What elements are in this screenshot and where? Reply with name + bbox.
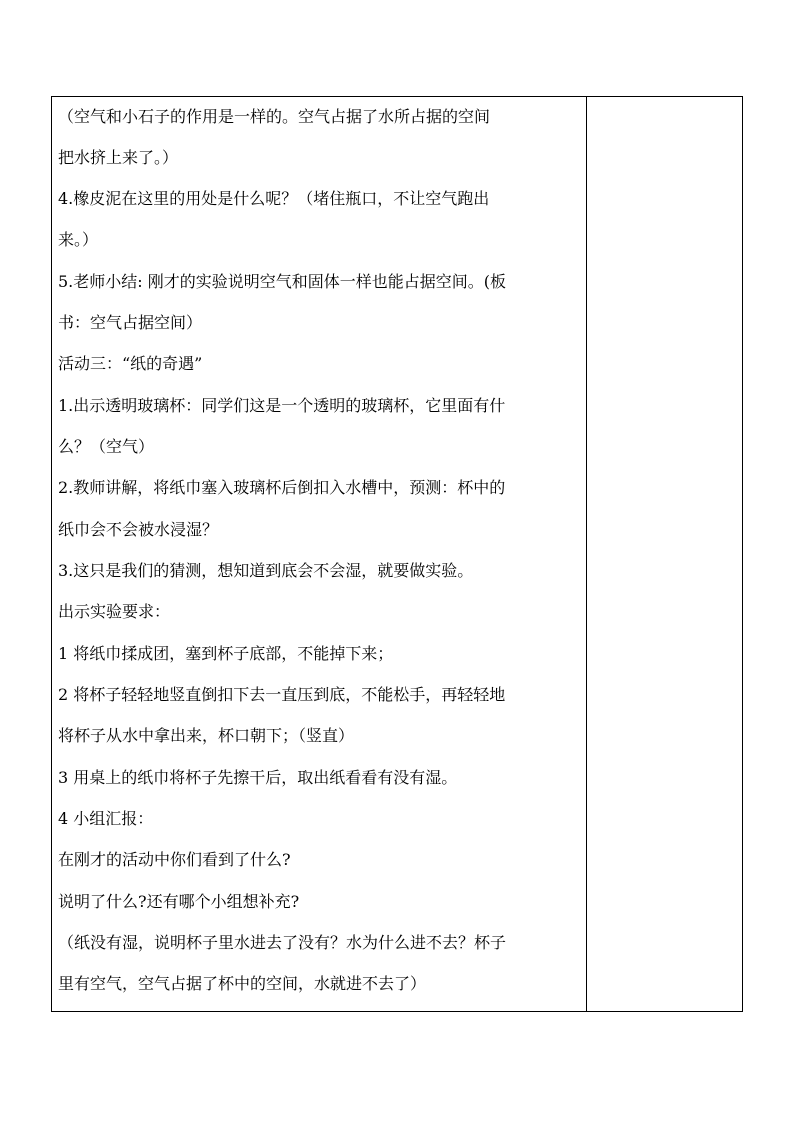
text-line: 3.这只是我们的猜测，想知道到底会不会湿，就要做实验。	[58, 561, 474, 580]
text-line: 说明了什么?还有哪个小组想补充?	[58, 892, 300, 911]
text-line: （纸没有湿，说明杯子里水进去了没有？水为什么进不去？杯子	[58, 933, 507, 952]
text-line: 3 用桌上的纸巾将杯子先擦干后，取出纸看看有没有湿。	[58, 768, 458, 787]
text-line: 2 将杯子轻轻地竖直倒扣下去一直压到底，不能松手，再轻轻地	[58, 685, 506, 704]
text-line: 1 将纸巾揉成团，塞到杯子底部，不能掉下来；	[58, 644, 394, 663]
text-line: 4.橡皮泥在这里的用处是什么呢？（堵住瓶口，不让空气跑出	[58, 189, 490, 208]
text-line: 来。）	[58, 230, 99, 249]
section-heading: 活动三：“纸的奇遇”	[58, 354, 203, 373]
text-line: 在刚才的活动中你们看到了什么?	[58, 850, 291, 869]
text-line: 出示实验要求：	[58, 602, 171, 621]
text-line: 5.老师小结: 刚才的实验说明空气和固体一样也能占据空间。(板	[58, 272, 506, 291]
text-line: 2.教师讲解，将纸巾塞入玻璃杯后倒扣入水槽中，预测：杯中的	[58, 478, 506, 497]
text-line: （空气和小石子的作用是一样的。空气占据了水所占据的空间	[58, 107, 491, 126]
text-line: 纸巾会不会被水浸湿？	[58, 520, 219, 539]
text-line: 里有空气，空气占据了杯中的空间，水就进不去了）	[58, 974, 427, 993]
text-line: 将杯子从水中拿出来，杯口朝下；（竖直）	[58, 726, 355, 745]
text-line: 1.出示透明玻璃杯：同学们这是一个透明的玻璃杯，它里面有什	[58, 396, 506, 415]
text-line: 4 小组汇报：	[58, 809, 154, 828]
text-line: 把水挤上来了。）	[58, 148, 179, 167]
table-column-divider	[586, 96, 587, 1012]
text-line: 么？（空气）	[58, 437, 155, 456]
text-line: 书：空气占据空间）	[58, 313, 203, 332]
